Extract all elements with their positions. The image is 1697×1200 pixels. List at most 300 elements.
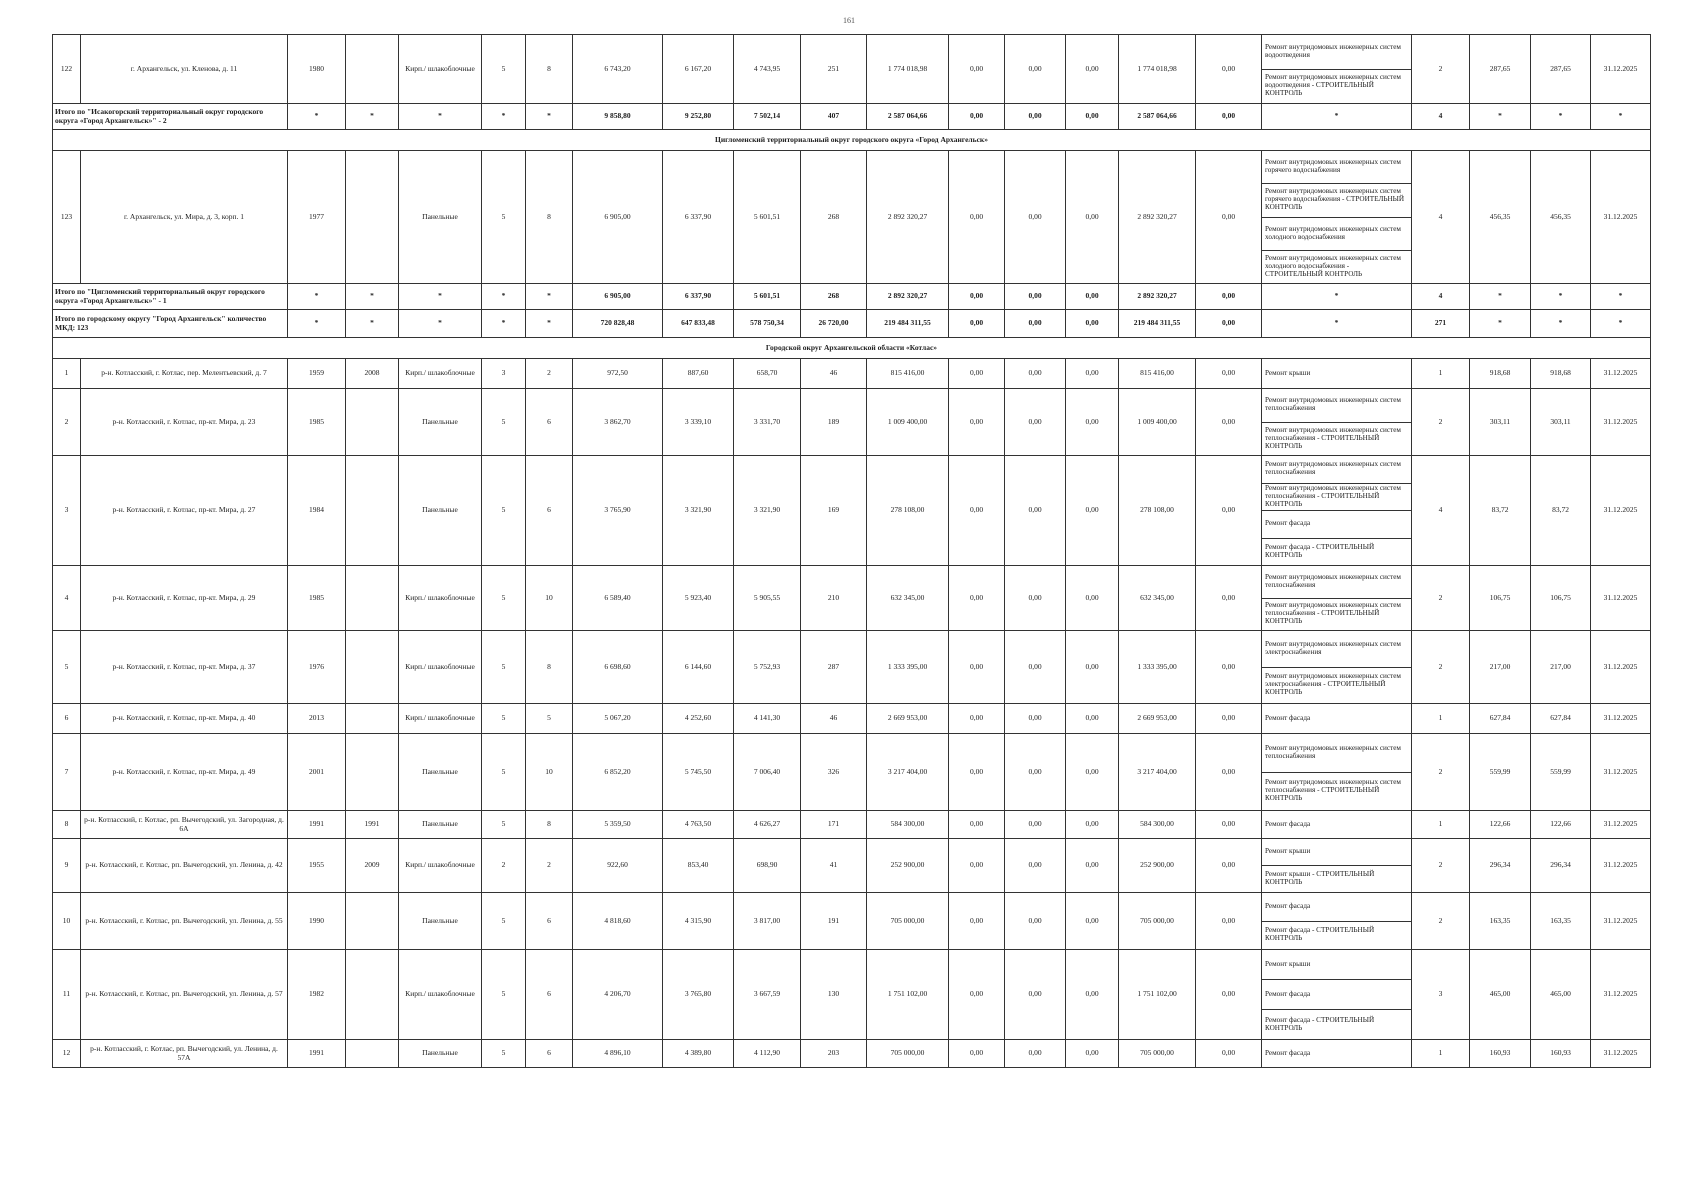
cell-fund-reg: 0,00 bbox=[1005, 151, 1066, 284]
cell-entrances: 8 bbox=[526, 631, 573, 704]
total-label: Итого по городскому округу "Город Архангельск" количество МКД: 123 bbox=[53, 310, 288, 338]
cell-address: р-н. Котласский, г. Котлас, рп. Вычегодский, ул. Ленина, д. 57 bbox=[81, 950, 288, 1040]
cell-area-private: 658,70 bbox=[734, 359, 801, 389]
cell-works-count: 2 bbox=[1412, 893, 1470, 950]
cell-fund-mun: 0,00 bbox=[1066, 284, 1119, 310]
cell-wall-material: Панельные bbox=[399, 734, 482, 811]
cell-fund-reg: 0,00 bbox=[1005, 811, 1066, 839]
cell-unit-cost: 465,00 bbox=[1470, 950, 1531, 1040]
cell-fund-reg: 0,00 bbox=[1005, 310, 1066, 338]
work-item: Ремонт внутридомовых инженерных систем теплоснабжения - СТРОИТЕЛЬНЫЙ КОНТРОЛЬ bbox=[1262, 422, 1411, 456]
placeholder-cell: * bbox=[482, 284, 526, 310]
placeholder-cell: * bbox=[1591, 284, 1651, 310]
cell-fund-reg: 0,00 bbox=[1005, 950, 1066, 1040]
cell-area-private: 4 112,90 bbox=[734, 1040, 801, 1068]
cell-year-renovation bbox=[346, 35, 399, 104]
cell-deadline: 31.12.2025 bbox=[1591, 151, 1651, 284]
cell-year-renovation: 1991 bbox=[346, 811, 399, 839]
works-list bbox=[1262, 811, 1411, 838]
cell-number: 122 bbox=[53, 35, 81, 104]
cell-fund-owners: 2 892 320,27 bbox=[1119, 284, 1196, 310]
cell-fund-fed: 0,00 bbox=[949, 631, 1005, 704]
cell-fund-other: 0,00 bbox=[1196, 734, 1262, 811]
cell-year-built: 1980 bbox=[288, 35, 346, 104]
cell-area-living: 3 339,10 bbox=[663, 389, 734, 456]
cell-max-cost: 122,66 bbox=[1531, 811, 1591, 839]
cell-fund-mun: 0,00 bbox=[1066, 734, 1119, 811]
cell-fund-fed: 0,00 bbox=[949, 704, 1005, 734]
cell-floors: 5 bbox=[482, 734, 526, 811]
cell-works-list bbox=[1262, 811, 1412, 839]
cell-fund-fed: 0,00 bbox=[949, 456, 1005, 566]
cell-residents: 407 bbox=[801, 104, 867, 130]
cell-works-count: 4 bbox=[1412, 284, 1470, 310]
cell-cost-total: 815 416,00 bbox=[867, 359, 949, 389]
cell-address: р-н. Котласский, г. Котлас, рп. Вычегодский, ул. Загородная, д. 6А bbox=[81, 811, 288, 839]
cell-area-living: 647 833,48 bbox=[663, 310, 734, 338]
cell-address: р-н. Котласский, г. Котлас, пр-кт. Мира, д. 29 bbox=[81, 566, 288, 631]
cell-deadline: 31.12.2025 bbox=[1591, 359, 1651, 389]
cell-year-renovation bbox=[346, 389, 399, 456]
cell-floors: 5 bbox=[482, 1040, 526, 1068]
cell-number: 6 bbox=[53, 704, 81, 734]
total-row bbox=[53, 284, 1651, 310]
cell-works-count: 2 bbox=[1412, 631, 1470, 704]
placeholder-cell: * bbox=[1591, 310, 1651, 338]
cell-area-private: 7 006,40 bbox=[734, 734, 801, 811]
table-row bbox=[53, 734, 1651, 811]
cell-floors: 5 bbox=[482, 631, 526, 704]
cell-works-count: 1 bbox=[1412, 811, 1470, 839]
cell-residents: 287 bbox=[801, 631, 867, 704]
cell-max-cost: 559,99 bbox=[1531, 734, 1591, 811]
cell-fund-reg: 0,00 bbox=[1005, 566, 1066, 631]
cell-area-living: 6 337,90 bbox=[663, 151, 734, 284]
cell-entrances: 6 bbox=[526, 1040, 573, 1068]
placeholder-cell: * bbox=[482, 310, 526, 338]
cell-entrances: 6 bbox=[526, 456, 573, 566]
works-list bbox=[1262, 389, 1411, 455]
works-list bbox=[1262, 151, 1411, 283]
cell-wall-material: Кирп./ шлакоблочные bbox=[399, 950, 482, 1040]
cell-fund-owners: 1 009 400,00 bbox=[1119, 389, 1196, 456]
placeholder-cell: * bbox=[288, 284, 346, 310]
cell-area-living: 5 745,50 bbox=[663, 734, 734, 811]
total-row bbox=[53, 104, 1651, 130]
placeholder-cell: * bbox=[346, 310, 399, 338]
work-item: Ремонт фасада bbox=[1265, 1048, 1311, 1057]
placeholder-cell: * bbox=[399, 284, 482, 310]
cell-max-cost: 918,68 bbox=[1531, 359, 1591, 389]
work-item: Ремонт крыши bbox=[1265, 847, 1311, 856]
cell-fund-owners: 2 587 064,66 bbox=[1119, 104, 1196, 130]
works-list bbox=[1262, 893, 1411, 949]
cell-area-total: 9 858,80 bbox=[573, 104, 663, 130]
work-item: Ремонт внутридомовых инженерных систем теплоснабжения - СТРОИТЕЛЬНЫЙ КОНТРОЛЬ bbox=[1262, 772, 1411, 811]
cell-area-private: 7 502,14 bbox=[734, 104, 801, 130]
placeholder-cell: * bbox=[288, 104, 346, 130]
section-header-row bbox=[53, 338, 1651, 359]
cell-unit-cost: 918,68 bbox=[1470, 359, 1531, 389]
cell-fund-mun: 0,00 bbox=[1066, 389, 1119, 456]
cell-area-total: 6 743,20 bbox=[573, 35, 663, 104]
cell-works-count: 2 bbox=[1412, 35, 1470, 104]
cell-number: 12 bbox=[53, 1040, 81, 1068]
total-label: Итого по "Исакогорский территориальный округ городского округа «Город Архангельск»" - 2 bbox=[53, 104, 288, 130]
cell-fund-reg: 0,00 bbox=[1005, 104, 1066, 130]
cell-fund-owners: 815 416,00 bbox=[1119, 359, 1196, 389]
cell-area-private: 4 141,30 bbox=[734, 704, 801, 734]
cell-fund-owners: 278 108,00 bbox=[1119, 456, 1196, 566]
cell-number: 1 bbox=[53, 359, 81, 389]
cell-deadline: 31.12.2025 bbox=[1591, 1040, 1651, 1068]
cell-year-built: 1985 bbox=[288, 389, 346, 456]
cell-max-cost: 160,93 bbox=[1531, 1040, 1591, 1068]
cell-area-living: 6 167,20 bbox=[663, 35, 734, 104]
cell-year-renovation bbox=[346, 456, 399, 566]
total-label: Итого по "Цигломенский территориальный округ городского округа «Город Архангельск»" - 1 bbox=[53, 284, 288, 310]
table-row bbox=[53, 151, 1651, 284]
cell-fund-mun: 0,00 bbox=[1066, 359, 1119, 389]
cell-works-list bbox=[1262, 839, 1412, 893]
cell-year-built: 1955 bbox=[288, 839, 346, 893]
cell-fund-fed: 0,00 bbox=[949, 839, 1005, 893]
cell-year-renovation bbox=[346, 734, 399, 811]
cell-address: р-н. Котласский, г. Котлас, пр-кт. Мира, д. 27 bbox=[81, 456, 288, 566]
cell-area-private: 3 321,90 bbox=[734, 456, 801, 566]
cell-area-total: 3 765,90 bbox=[573, 456, 663, 566]
cell-year-renovation bbox=[346, 631, 399, 704]
cell-cost-total: 2 587 064,66 bbox=[867, 104, 949, 130]
cell-year-built: 1985 bbox=[288, 566, 346, 631]
cell-wall-material: Кирп./ шлакоблочные bbox=[399, 35, 482, 104]
cell-residents: 268 bbox=[801, 284, 867, 310]
cell-floors: 5 bbox=[482, 35, 526, 104]
table-row bbox=[53, 359, 1651, 389]
cell-area-total: 3 862,70 bbox=[573, 389, 663, 456]
works-list bbox=[1262, 734, 1411, 810]
cell-cost-total: 278 108,00 bbox=[867, 456, 949, 566]
cell-entrances: 8 bbox=[526, 35, 573, 104]
cell-works-list bbox=[1262, 566, 1412, 631]
work-item: Ремонт внутридомовых инженерных систем водоотведения - СТРОИТЕЛЬНЫЙ КОНТРОЛЬ bbox=[1262, 69, 1411, 104]
placeholder-cell: * bbox=[399, 104, 482, 130]
cell-year-renovation: 2008 bbox=[346, 359, 399, 389]
cell-residents: 268 bbox=[801, 151, 867, 284]
cell-cost-total: 632 345,00 bbox=[867, 566, 949, 631]
section-header-row bbox=[53, 130, 1651, 151]
cell-area-living: 4 389,80 bbox=[663, 1040, 734, 1068]
cell-floors: 5 bbox=[482, 811, 526, 839]
cell-area-total: 6 698,60 bbox=[573, 631, 663, 704]
cell-deadline: 31.12.2025 bbox=[1591, 839, 1651, 893]
work-item: Ремонт крыши bbox=[1265, 959, 1311, 968]
cell-fund-fed: 0,00 bbox=[949, 811, 1005, 839]
cell-entrances: 6 bbox=[526, 389, 573, 456]
cell-cost-total: 584 300,00 bbox=[867, 811, 949, 839]
work-item: Ремонт внутридомовых инженерных систем теплоснабжения bbox=[1265, 460, 1401, 477]
cell-area-living: 887,60 bbox=[663, 359, 734, 389]
table-row bbox=[53, 950, 1651, 1040]
cell-max-cost: 287,65 bbox=[1531, 35, 1591, 104]
cell-residents: 46 bbox=[801, 359, 867, 389]
cell-cost-total: 705 000,00 bbox=[867, 1040, 949, 1068]
cell-area-total: 720 828,48 bbox=[573, 310, 663, 338]
works-list bbox=[1262, 704, 1411, 733]
cell-number: 4 bbox=[53, 566, 81, 631]
cell-fund-owners: 219 484 311,55 bbox=[1119, 310, 1196, 338]
placeholder-cell: * bbox=[288, 310, 346, 338]
cell-year-renovation bbox=[346, 704, 399, 734]
cell-wall-material: Панельные bbox=[399, 151, 482, 284]
work-item: Ремонт внутридомовых инженерных систем теплоснабжения bbox=[1265, 572, 1401, 589]
cell-fund-mun: 0,00 bbox=[1066, 456, 1119, 566]
cell-address: р-н. Котласский, г. Котлас, пр-кт. Мира, д. 49 bbox=[81, 734, 288, 811]
table-row bbox=[53, 839, 1651, 893]
cell-cost-total: 3 217 404,00 bbox=[867, 734, 949, 811]
placeholder-cell: * bbox=[1531, 310, 1591, 338]
work-item: Ремонт внутридомовых инженерных систем холодного водоснабжения - СТРОИТЕЛЬНЫЙ КОНТРОЛЬ bbox=[1262, 250, 1411, 283]
cell-fund-fed: 0,00 bbox=[949, 734, 1005, 811]
cell-floors: 5 bbox=[482, 389, 526, 456]
cell-works-list bbox=[1262, 734, 1412, 811]
cell-entrances: 2 bbox=[526, 839, 573, 893]
cell-fund-fed: 0,00 bbox=[949, 310, 1005, 338]
cell-fund-other: 0,00 bbox=[1196, 456, 1262, 566]
cell-unit-cost: 160,93 bbox=[1470, 1040, 1531, 1068]
cell-year-renovation bbox=[346, 151, 399, 284]
cell-wall-material: Панельные bbox=[399, 1040, 482, 1068]
work-item: Ремонт внутридомовых инженерных систем холодного водоснабжения bbox=[1262, 217, 1411, 250]
cell-deadline: 31.12.2025 bbox=[1591, 456, 1651, 566]
cell-area-living: 3 765,80 bbox=[663, 950, 734, 1040]
cell-works-list bbox=[1262, 389, 1412, 456]
work-item: Ремонт внутридомовых инженерных систем теплоснабжения - СТРОИТЕЛЬНЫЙ КОНТРОЛЬ bbox=[1262, 598, 1411, 631]
cell-area-private: 3 817,00 bbox=[734, 893, 801, 950]
cell-area-total: 972,50 bbox=[573, 359, 663, 389]
work-item: Ремонт фасада bbox=[1265, 713, 1311, 722]
cell-fund-fed: 0,00 bbox=[949, 893, 1005, 950]
cell-floors: 5 bbox=[482, 151, 526, 284]
work-item: Ремонт крыши - СТРОИТЕЛЬНЫЙ КОНТРОЛЬ bbox=[1262, 865, 1411, 892]
cell-residents: 41 bbox=[801, 839, 867, 893]
work-item: Ремонт внутридомовых инженерных систем горячего водоснабжения bbox=[1265, 158, 1401, 175]
cell-max-cost: 456,35 bbox=[1531, 151, 1591, 284]
table-row bbox=[53, 811, 1651, 839]
placeholder-cell: * bbox=[1470, 310, 1531, 338]
section-title: Цигломенский территориальный округ городского округа «Город Архангельск» bbox=[53, 130, 1651, 151]
cell-max-cost: 163,35 bbox=[1531, 893, 1591, 950]
cell-fund-reg: 0,00 bbox=[1005, 1040, 1066, 1068]
cell-address: р-н. Котласский, г. Котлас, пр-кт. Мира, д. 40 bbox=[81, 704, 288, 734]
works-list bbox=[1262, 35, 1411, 103]
cell-fund-mun: 0,00 bbox=[1066, 893, 1119, 950]
cell-number: 2 bbox=[53, 389, 81, 456]
cell-entrances: 6 bbox=[526, 950, 573, 1040]
cell-fund-owners: 632 345,00 bbox=[1119, 566, 1196, 631]
works-list bbox=[1262, 950, 1411, 1039]
cell-residents: 26 720,00 bbox=[801, 310, 867, 338]
cell-entrances: 10 bbox=[526, 734, 573, 811]
cell-fund-owners: 705 000,00 bbox=[1119, 893, 1196, 950]
cell-number: 5 bbox=[53, 631, 81, 704]
cell-area-living: 5 923,40 bbox=[663, 566, 734, 631]
cell-area-total: 4 896,10 bbox=[573, 1040, 663, 1068]
cell-cost-total: 219 484 311,55 bbox=[867, 310, 949, 338]
cell-residents: 46 bbox=[801, 704, 867, 734]
placeholder-cell: * bbox=[526, 284, 573, 310]
placeholder-cell: * bbox=[1470, 104, 1531, 130]
cell-address: р-н. Котласский, г. Котлас, рп. Вычегодский, ул. Ленина, д. 57А bbox=[81, 1040, 288, 1068]
cell-max-cost: 296,34 bbox=[1531, 839, 1591, 893]
cell-area-private: 5 601,51 bbox=[734, 151, 801, 284]
cell-area-total: 6 589,40 bbox=[573, 566, 663, 631]
work-item: Ремонт фасада bbox=[1262, 510, 1411, 538]
placeholder-cell: * bbox=[346, 284, 399, 310]
cell-fund-mun: 0,00 bbox=[1066, 704, 1119, 734]
repair-program-table bbox=[52, 34, 1651, 1068]
cell-cost-total: 2 892 320,27 bbox=[867, 151, 949, 284]
work-item: Ремонт фасада - СТРОИТЕЛЬНЫЙ КОНТРОЛЬ bbox=[1262, 538, 1411, 566]
cell-year-renovation bbox=[346, 566, 399, 631]
cell-fund-reg: 0,00 bbox=[1005, 734, 1066, 811]
cell-area-private: 698,90 bbox=[734, 839, 801, 893]
cell-max-cost: 217,00 bbox=[1531, 631, 1591, 704]
cell-unit-cost: 83,72 bbox=[1470, 456, 1531, 566]
cell-deadline: 31.12.2025 bbox=[1591, 734, 1651, 811]
cell-cost-total: 2 892 320,27 bbox=[867, 284, 949, 310]
work-item: Ремонт фасада - СТРОИТЕЛЬНЫЙ КОНТРОЛЬ bbox=[1262, 1009, 1411, 1039]
cell-fund-reg: 0,00 bbox=[1005, 893, 1066, 950]
cell-year-built: 1990 bbox=[288, 893, 346, 950]
cell-wall-material: Кирп./ шлакоблочные bbox=[399, 566, 482, 631]
works-list bbox=[1262, 359, 1411, 388]
work-item: Ремонт внутридомовых инженерных систем теплоснабжения - СТРОИТЕЛЬНЫЙ КОНТРОЛЬ bbox=[1262, 483, 1411, 511]
cell-area-total: 922,60 bbox=[573, 839, 663, 893]
cell-fund-reg: 0,00 bbox=[1005, 389, 1066, 456]
cell-fund-other: 0,00 bbox=[1196, 284, 1262, 310]
cell-year-renovation bbox=[346, 893, 399, 950]
cell-fund-reg: 0,00 bbox=[1005, 35, 1066, 104]
cell-max-cost: 465,00 bbox=[1531, 950, 1591, 1040]
cell-fund-other: 0,00 bbox=[1196, 151, 1262, 284]
cell-year-renovation bbox=[346, 950, 399, 1040]
cell-works-list bbox=[1262, 704, 1412, 734]
cell-fund-fed: 0,00 bbox=[949, 35, 1005, 104]
cell-fund-other: 0,00 bbox=[1196, 389, 1262, 456]
cell-residents: 171 bbox=[801, 811, 867, 839]
cell-fund-owners: 584 300,00 bbox=[1119, 811, 1196, 839]
cell-year-built: 1977 bbox=[288, 151, 346, 284]
placeholder-cell: * bbox=[526, 310, 573, 338]
cell-cost-total: 2 669 953,00 bbox=[867, 704, 949, 734]
work-item: Ремонт внутридомовых инженерных систем теплоснабжения bbox=[1265, 743, 1401, 760]
cell-wall-material: Панельные bbox=[399, 389, 482, 456]
placeholder-cell: * bbox=[346, 104, 399, 130]
cell-floors: 5 bbox=[482, 704, 526, 734]
page-number: 161 bbox=[843, 16, 855, 25]
cell-fund-fed: 0,00 bbox=[949, 389, 1005, 456]
cell-address: р-н. Котласский, г. Котлас, рп. Вычегодский, ул. Ленина, д. 42 bbox=[81, 839, 288, 893]
cell-fund-mun: 0,00 bbox=[1066, 839, 1119, 893]
table-row bbox=[53, 893, 1651, 950]
placeholder-cell: * bbox=[482, 104, 526, 130]
cell-fund-reg: 0,00 bbox=[1005, 284, 1066, 310]
placeholder-cell: * bbox=[1262, 310, 1412, 338]
cell-fund-owners: 705 000,00 bbox=[1119, 1040, 1196, 1068]
cell-works-list bbox=[1262, 359, 1412, 389]
cell-fund-mun: 0,00 bbox=[1066, 1040, 1119, 1068]
cell-unit-cost: 627,84 bbox=[1470, 704, 1531, 734]
cell-unit-cost: 456,35 bbox=[1470, 151, 1531, 284]
cell-number: 9 bbox=[53, 839, 81, 893]
cell-deadline: 31.12.2025 bbox=[1591, 950, 1651, 1040]
placeholder-cell: * bbox=[1262, 284, 1412, 310]
cell-year-built: 1959 bbox=[288, 359, 346, 389]
work-item: Ремонт крыши bbox=[1265, 368, 1311, 377]
cell-fund-other: 0,00 bbox=[1196, 839, 1262, 893]
cell-fund-fed: 0,00 bbox=[949, 566, 1005, 631]
cell-wall-material: Кирп./ шлакоблочные bbox=[399, 704, 482, 734]
cell-year-built: 1984 bbox=[288, 456, 346, 566]
cell-area-living: 3 321,90 bbox=[663, 456, 734, 566]
cell-unit-cost: 106,75 bbox=[1470, 566, 1531, 631]
table-row bbox=[53, 1040, 1651, 1068]
work-item: Ремонт внутридомовых инженерных систем горячего водоснабжения - СТРОИТЕЛЬНЫЙ КОНТРОЛЬ bbox=[1262, 183, 1411, 216]
cell-entrances: 6 bbox=[526, 893, 573, 950]
cell-unit-cost: 296,34 bbox=[1470, 839, 1531, 893]
cell-unit-cost: 217,00 bbox=[1470, 631, 1531, 704]
cell-fund-reg: 0,00 bbox=[1005, 704, 1066, 734]
cell-fund-fed: 0,00 bbox=[949, 284, 1005, 310]
cell-fund-owners: 252 900,00 bbox=[1119, 839, 1196, 893]
cell-wall-material: Кирп./ шлакоблочные bbox=[399, 839, 482, 893]
cell-area-living: 4 763,50 bbox=[663, 811, 734, 839]
cell-fund-fed: 0,00 bbox=[949, 359, 1005, 389]
cell-works-list bbox=[1262, 151, 1412, 284]
work-item: Ремонт фасада bbox=[1265, 901, 1311, 910]
cell-residents: 203 bbox=[801, 1040, 867, 1068]
cell-wall-material: Панельные bbox=[399, 456, 482, 566]
cell-works-list bbox=[1262, 1040, 1412, 1068]
cell-year-renovation bbox=[346, 1040, 399, 1068]
cell-number: 7 bbox=[53, 734, 81, 811]
placeholder-cell: * bbox=[1531, 104, 1591, 130]
total-row bbox=[53, 310, 1651, 338]
cell-unit-cost: 559,99 bbox=[1470, 734, 1531, 811]
cell-works-count: 1 bbox=[1412, 704, 1470, 734]
cell-floors: 5 bbox=[482, 456, 526, 566]
cell-wall-material: Кирп./ шлакоблочные bbox=[399, 359, 482, 389]
placeholder-cell: * bbox=[1470, 284, 1531, 310]
cell-deadline: 31.12.2025 bbox=[1591, 811, 1651, 839]
cell-fund-owners: 1 774 018,98 bbox=[1119, 35, 1196, 104]
cell-area-total: 6 905,00 bbox=[573, 284, 663, 310]
cell-fund-owners: 1 333 395,00 bbox=[1119, 631, 1196, 704]
cell-cost-total: 252 900,00 bbox=[867, 839, 949, 893]
cell-fund-reg: 0,00 bbox=[1005, 631, 1066, 704]
table-row bbox=[53, 704, 1651, 734]
cell-cost-total: 705 000,00 bbox=[867, 893, 949, 950]
cell-deadline: 31.12.2025 bbox=[1591, 566, 1651, 631]
cell-fund-other: 0,00 bbox=[1196, 1040, 1262, 1068]
cell-unit-cost: 303,11 bbox=[1470, 389, 1531, 456]
cell-entrances: 2 bbox=[526, 359, 573, 389]
cell-address: р-н. Котласский, г. Котлас, пр-кт. Мира, д. 23 bbox=[81, 389, 288, 456]
cell-fund-reg: 0,00 bbox=[1005, 359, 1066, 389]
cell-unit-cost: 122,66 bbox=[1470, 811, 1531, 839]
placeholder-cell: * bbox=[1531, 284, 1591, 310]
